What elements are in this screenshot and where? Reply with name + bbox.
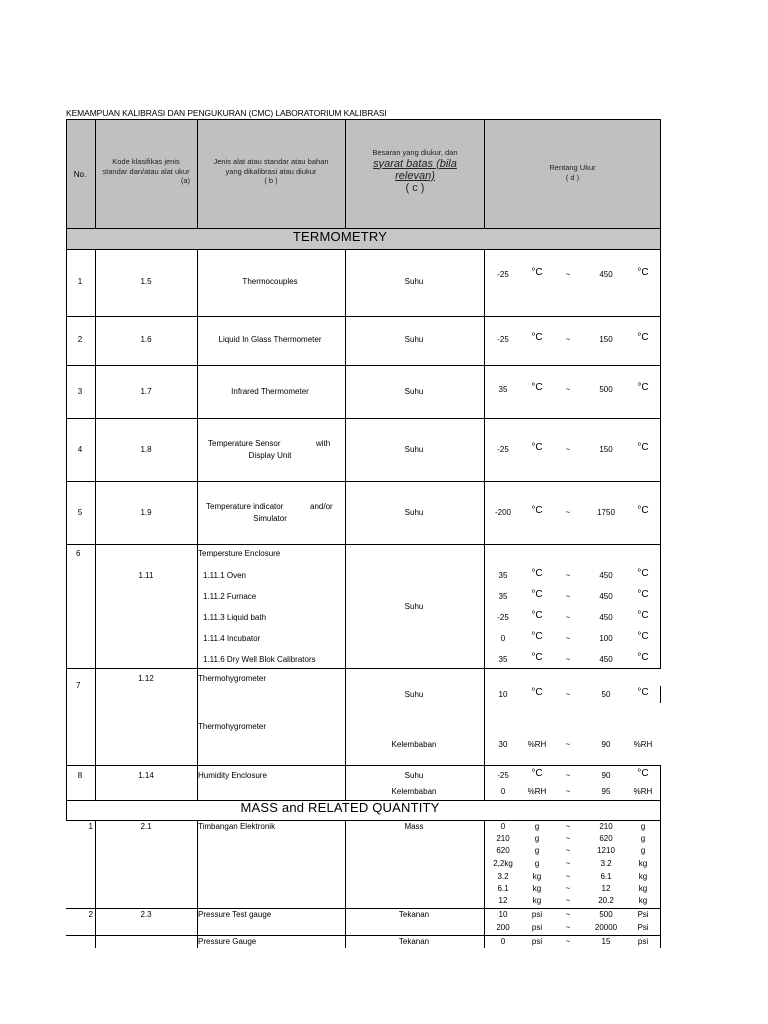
row6-item4-name: 1.11.4 Incubator (203, 634, 261, 643)
row7-no: 7 (76, 681, 81, 690)
header-no: No. (73, 170, 87, 179)
section-termometry: TERMOMETRY (292, 229, 388, 244)
row6-item1-max: 450 (599, 571, 613, 580)
row6-item1-tilde: ~ (565, 571, 571, 580)
row1-max: 450 (599, 270, 613, 279)
mass1-kode: 2.1 (140, 822, 152, 831)
row4-unit1: °C (531, 442, 543, 453)
row1-kode: 1.5 (140, 277, 152, 286)
row6-no: 6 (76, 549, 81, 558)
header-rentang: Rentang Ukur ( d ) (549, 163, 596, 182)
mass1-r3-min: 620 (496, 846, 510, 855)
mass3-u2: psi (637, 937, 649, 946)
row2-unit2: °C (637, 332, 649, 343)
mass1-r3-u2: g (640, 846, 646, 855)
row5-max: 1750 (597, 508, 615, 517)
row6-item3-unit1: °C (531, 610, 543, 621)
row6-item4-unit1: °C (531, 631, 543, 642)
row6-item5-name: 1.11.6 Dry Well Blok Calibrators (203, 655, 316, 664)
mass2-r2-u1: psi (531, 923, 543, 932)
row8-unit4: %RH (633, 787, 653, 796)
row6-item3-max: 450 (599, 613, 613, 622)
row1-besaran: Suhu (404, 277, 424, 286)
mass1-r6-u2: kg (638, 884, 648, 893)
row8-max1: 90 (601, 771, 611, 780)
row6-item1-name: 1.11.1 Oven (203, 571, 246, 580)
row6-item2-unit2: °C (637, 589, 649, 600)
row6-item2-tilde: ~ (565, 592, 571, 601)
mass1-r3-max: 1210 (597, 846, 615, 855)
header-besaran: Besaran yang diukur, dan syarat batas (bila relevan) ( c ) (372, 148, 458, 194)
row7-jenis1: Thermohygrometer (198, 674, 267, 683)
row5-kode: 1.9 (140, 508, 152, 517)
mass3-min: 0 (500, 937, 506, 946)
mass1-r7-min: 12 (498, 896, 508, 905)
mass1-r2-tilde: ~ (565, 834, 571, 843)
mass2-r2-tilde: ~ (565, 923, 571, 932)
mass1-r1-max: 210 (599, 822, 613, 831)
row4-max: 150 (599, 445, 613, 454)
row8-unit3: %RH (527, 787, 547, 796)
row4-kode: 1.8 (140, 445, 152, 454)
mass2-r2-min: 200 (496, 923, 510, 932)
row6-item4-tilde: ~ (565, 634, 571, 643)
row6-item2-unit1: °C (531, 589, 543, 600)
mass1-r5-min: 3.2 (497, 872, 509, 881)
row7-min1: 10 (498, 690, 508, 699)
row6-item2-min: 35 (498, 592, 508, 601)
row6-item5-max: 450 (599, 655, 613, 664)
row4-tilde: ~ (565, 445, 571, 454)
row7-unit2: °C (637, 687, 649, 698)
row6-item1-unit2: °C (637, 568, 649, 579)
row4-no: 4 (77, 445, 83, 454)
mass1-r4-u1: g (534, 859, 540, 868)
row7-besaran2: Kelembaban (391, 740, 437, 749)
row6-item3-tilde: ~ (565, 613, 571, 622)
row3-unit1: °C (531, 382, 543, 393)
row6-item2-name: 1.11.2 Furnace (203, 592, 257, 601)
mass1-r4-tilde: ~ (565, 859, 571, 868)
row3-besaran: Suhu (404, 387, 424, 396)
row5-jenis-a: Temperature indicator (206, 502, 284, 511)
row5-no: 5 (77, 508, 83, 517)
row6-item5-unit2: °C (637, 652, 649, 663)
row1-tilde: ~ (565, 270, 571, 279)
row8-no: 8 (77, 771, 83, 780)
row6-item3-name: 1.11.3 Liquid bath (203, 613, 267, 622)
row6-besaran: Suhu (404, 602, 424, 611)
mass1-jenis: Timbangan Elektronik (198, 822, 276, 831)
mass1-r7-tilde: ~ (565, 896, 571, 905)
row5-tilde: ~ (565, 508, 571, 517)
row6-item5-min: 35 (498, 655, 508, 664)
row4-jenis-c: Display Unit (248, 451, 292, 460)
row2-unit1: °C (531, 332, 543, 343)
mass1-besaran: Mass (404, 822, 424, 831)
row6-item2-max: 450 (599, 592, 613, 601)
row8-kode: 1.14 (138, 771, 154, 780)
row8-min2: 0 (500, 787, 506, 796)
row3-max: 500 (599, 385, 613, 394)
mass1-r6-min: 6.1 (497, 884, 509, 893)
mass1-r5-u2: kg (638, 872, 648, 881)
row6-item1-unit1: °C (531, 568, 543, 579)
row7-unit4: %RH (633, 740, 653, 749)
row7-unit3: %RH (527, 740, 547, 749)
row1-no: 1 (77, 277, 83, 286)
mass3-max: 15 (601, 937, 611, 946)
row7-min2: 30 (498, 740, 508, 749)
mass1-r3-u1: g (534, 846, 540, 855)
row3-min: 35 (498, 385, 508, 394)
row7-jenis2: Thermohygrometer (198, 722, 267, 731)
row1-unit1: °C (531, 267, 543, 278)
mass3-tilde: ~ (565, 937, 571, 946)
row3-kode: 1.7 (140, 387, 152, 396)
mass1-r1-min: 0 (500, 822, 506, 831)
mass2-r1-u2: Psi (637, 910, 649, 919)
mass1-r3-tilde: ~ (565, 846, 571, 855)
row2-max: 150 (599, 335, 613, 344)
row4-jenis-b: with (316, 439, 331, 448)
row8-besaran1: Suhu (404, 771, 424, 780)
mass2-r1-min: 10 (498, 910, 508, 919)
mass2-kode: 2.3 (140, 910, 152, 919)
mass1-r5-u1: kg (532, 872, 542, 881)
row5-unit2: °C (637, 505, 649, 516)
mass1-r4-min: 2,2kg (493, 859, 513, 868)
row6-item5-unit1: °C (531, 652, 543, 663)
mass2-r1-max: 500 (599, 910, 613, 919)
row8-besaran2: Kelembaban (391, 787, 437, 796)
row8-unit1: °C (531, 768, 543, 779)
mass1-r2-u1: g (534, 834, 540, 843)
row6-group: Tempersture Enclosure (198, 549, 281, 558)
mass1-r1-u2: g (640, 822, 646, 831)
document-title: KEMAMPUAN KALIBRASI DAN PENGUKURAN (CMC) LABORATORIUM KALIBRASI (66, 108, 387, 118)
mass1-r6-u1: kg (532, 884, 542, 893)
row3-no: 3 (77, 387, 83, 396)
row1-unit2: °C (637, 267, 649, 278)
row5-min: -200 (494, 508, 512, 517)
row3-unit2: °C (637, 382, 649, 393)
mass3-besaran: Tekanan (398, 937, 430, 946)
row2-no: 2 (77, 335, 83, 344)
row5-jenis-c: Simulator (253, 514, 287, 523)
row7-max2: 90 (601, 740, 611, 749)
row7-unit1: °C (531, 687, 543, 698)
mass1-r5-max: 6.1 (600, 872, 612, 881)
mass1-r4-max: 3.2 (600, 859, 612, 868)
mass2-besaran: Tekanan (398, 910, 430, 919)
row7-tilde2: ~ (565, 740, 571, 749)
mass2-r2-u2: Psi (637, 923, 649, 932)
section-mass: MASS and RELATED QUANTITY (240, 800, 440, 815)
row6-item3-min: -25 (497, 613, 509, 622)
mass1-r7-u1: kg (532, 896, 542, 905)
row2-kode: 1.6 (140, 335, 152, 344)
row8-jenis: Humidity Enclosure (198, 771, 267, 780)
row7-tilde1: ~ (565, 690, 571, 699)
row8-min1: -25 (497, 771, 509, 780)
row5-unit1: °C (531, 505, 543, 516)
mass1-r2-max: 620 (599, 834, 613, 843)
row8-max2: 95 (601, 787, 611, 796)
row2-jenis: Liquid In Glass Thermometer (218, 335, 322, 344)
row6-item4-max: 100 (599, 634, 613, 643)
row5-besaran: Suhu (404, 508, 424, 517)
row8-tilde2: ~ (565, 787, 571, 796)
row4-jenis-a: Temperature Sensor (208, 439, 281, 448)
mass2-no: 2 (88, 910, 93, 919)
mass1-r7-max: 20.2 (598, 896, 614, 905)
row4-besaran: Suhu (404, 445, 424, 454)
row4-min: -25 (497, 445, 509, 454)
row7-besaran1: Suhu (404, 690, 424, 699)
row6-item5-tilde: ~ (565, 655, 571, 664)
row6-item3-unit2: °C (637, 610, 649, 621)
row2-min: -25 (497, 335, 509, 344)
row6-item1-min: 35 (498, 571, 508, 580)
mass2-r2-max: 20000 (594, 923, 618, 932)
mass2-r1-u1: psi (531, 910, 543, 919)
mass1-r1-u1: g (534, 822, 540, 831)
row6-kode: 1.11 (138, 571, 154, 580)
mass3-u1: psi (531, 937, 543, 946)
mass1-r7-u2: kg (638, 896, 648, 905)
mass1-r1-tilde: ~ (565, 822, 571, 831)
mass1-r2-min: 210 (496, 834, 510, 843)
mass2-jenis: Pressure Test gauge (198, 910, 272, 919)
row6-item4-min: 0 (500, 634, 506, 643)
row5-jenis-b: and/or (310, 502, 333, 511)
mass3-jenis: Pressure Gauge (198, 937, 257, 946)
mass1-r6-tilde: ~ (565, 884, 571, 893)
row6-item4-unit2: °C (637, 631, 649, 642)
row1-min: -25 (497, 270, 509, 279)
row1-jenis: Thermocouples (242, 277, 298, 286)
mass1-no: 1 (88, 822, 93, 831)
row8-unit2: °C (637, 768, 649, 779)
mass1-r4-u2: kg (638, 859, 648, 868)
row4-unit2: °C (637, 442, 649, 453)
row8-tilde1: ~ (565, 771, 571, 780)
mass1-r6-max: 12 (601, 884, 611, 893)
header-kode: Kode klasifikas jenis standar dan/atau alat ukur (a) (102, 157, 190, 185)
mass2-r1-tilde: ~ (565, 910, 571, 919)
row3-jenis: Infrared Thermometer (231, 387, 309, 396)
mass1-r5-tilde: ~ (565, 872, 571, 881)
header-jenis: Jenis alat atau standar atau bahan yang dikalibrasi atau diukur ( b ) (213, 157, 329, 185)
row2-besaran: Suhu (404, 335, 424, 344)
mass1-r2-u2: g (640, 834, 646, 843)
row2-tilde: ~ (565, 335, 571, 344)
row7-kode: 1.12 (138, 674, 154, 683)
row3-tilde: ~ (565, 385, 571, 394)
row7-max1: 50 (601, 690, 611, 699)
